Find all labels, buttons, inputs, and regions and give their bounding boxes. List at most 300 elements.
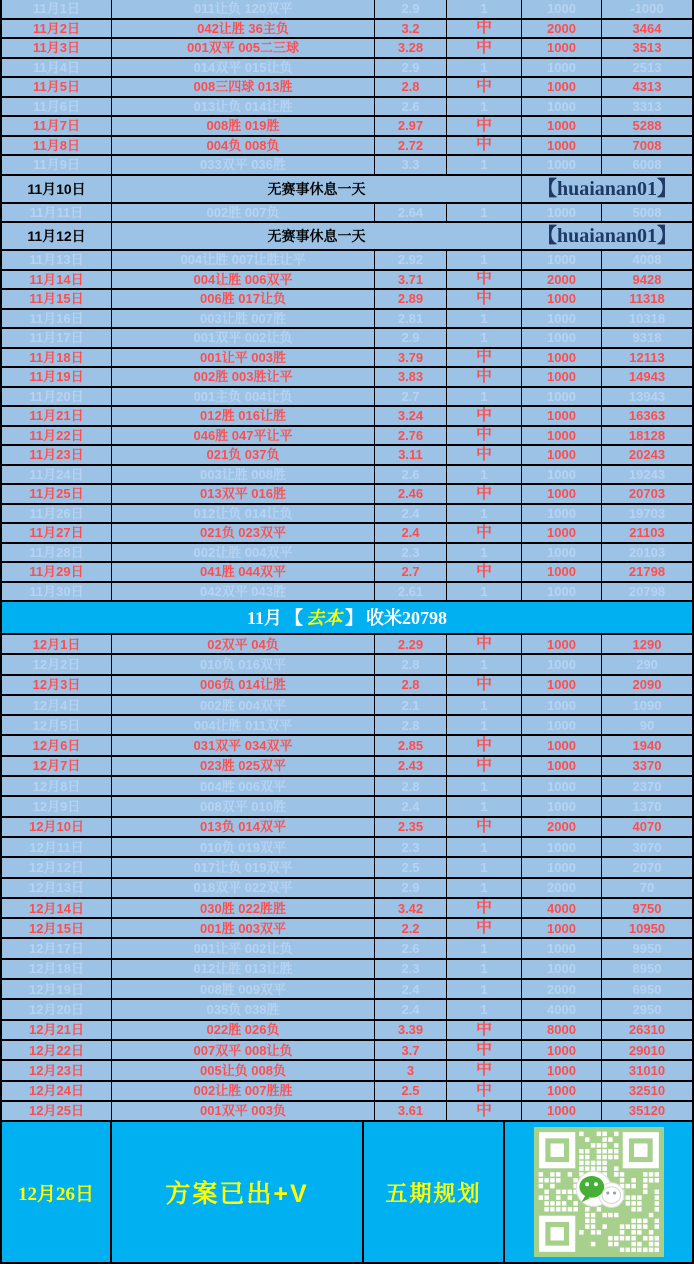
result-cell: 中 — [447, 1041, 522, 1059]
date-cell: 11月6日 — [2, 98, 112, 116]
stake-cell: 1000 — [522, 59, 602, 77]
stake-cell: 1000 — [522, 524, 602, 542]
table-row — [2, 919, 692, 939]
odds-cell: 2.3 — [375, 838, 447, 856]
result-cell: 中 — [447, 1082, 522, 1100]
plan-cell: 003让胜 008胜 — [112, 466, 375, 484]
month-summary-banner — [2, 602, 692, 635]
table-row — [2, 777, 692, 797]
stake-cell: 1000 — [522, 485, 602, 503]
date-cell: 12月13日 — [2, 879, 112, 897]
table-row — [2, 524, 692, 544]
plan-cell: 006胜 017让负 — [112, 290, 375, 308]
table-row — [2, 388, 692, 408]
date-cell: 12月18日 — [2, 960, 112, 978]
stake-cell: 1000 — [522, 329, 602, 347]
total-cell: 26310 — [628, 1022, 666, 1038]
plan-cell: 012让负 014让负 — [112, 505, 375, 523]
odds-cell: 2.8 — [375, 716, 447, 734]
total-cell: 13943 — [628, 388, 666, 404]
stake-cell: 1000 — [522, 635, 602, 653]
table-row — [2, 899, 692, 919]
table-row — [2, 1061, 692, 1081]
table-row — [2, 39, 692, 59]
total-cell: 10950 — [628, 920, 666, 936]
total-cell: 35120 — [628, 1103, 666, 1119]
result-cell: 1 — [447, 879, 522, 897]
odds-cell: 3.3 — [375, 156, 447, 174]
total-cell: 7008 — [632, 137, 662, 153]
total-cell: 2513 — [632, 59, 662, 75]
odds-cell: 3.39 — [375, 1021, 447, 1039]
odds-cell: 3.7 — [375, 1041, 447, 1059]
plan-cell: 008三四球 013胜 — [112, 78, 375, 96]
plan-cell: 017让负 019双平 — [112, 858, 375, 876]
total-cell: 1370 — [632, 799, 662, 815]
table-row — [2, 1000, 692, 1020]
stake-cell: 1000 — [522, 251, 602, 269]
stake-cell: 1000 — [522, 310, 602, 328]
odds-cell: 2.4 — [375, 980, 447, 998]
result-cell: 中 — [447, 524, 522, 542]
plan-cell: 008双平 010胜 — [112, 797, 375, 815]
odds-cell: 2.9 — [375, 0, 447, 18]
date-cell: 11月20日 — [2, 388, 112, 406]
table-row — [2, 137, 692, 157]
wechat-qr-code — [529, 1127, 669, 1257]
banner-total: 收米20798 — [366, 607, 447, 628]
plan-cell: 014双平 015让负 — [112, 59, 375, 77]
table-row — [2, 485, 692, 505]
table-row — [2, 20, 692, 40]
odds-cell: 2.81 — [375, 310, 447, 328]
date-cell: 11月1日 — [2, 0, 112, 18]
total-cell: 9318 — [632, 330, 662, 346]
result-cell: 中 — [447, 78, 522, 96]
stake-cell: 1000 — [522, 797, 602, 815]
total-cell: 2070 — [632, 859, 662, 875]
odds-cell: 2.89 — [375, 290, 447, 308]
date-cell: 11月8日 — [2, 137, 112, 155]
total-cell: 14943 — [628, 369, 666, 385]
odds-cell: 2.8 — [375, 676, 447, 694]
banner-text — [2, 602, 692, 633]
date-cell: 11月11日 — [2, 204, 112, 222]
date-cell: 12月17日 — [2, 939, 112, 957]
total-cell: 21798 — [628, 564, 666, 580]
contact-tag-cell: 【huaianan01】 — [536, 177, 678, 200]
stake-cell: 1000 — [522, 349, 602, 367]
stake-cell: 1000 — [522, 290, 602, 308]
result-cell: 1 — [447, 329, 522, 347]
date-cell: 11月16日 — [2, 310, 112, 328]
total-cell: 1290 — [632, 636, 662, 652]
table-row — [2, 117, 692, 137]
date-cell: 12月22日 — [2, 1041, 112, 1059]
result-cell: 1 — [447, 544, 522, 562]
result-cell: 1 — [447, 980, 522, 998]
date-cell: 11月4日 — [2, 59, 112, 77]
total-cell: 2090 — [632, 677, 662, 693]
stake-cell: 1000 — [522, 544, 602, 562]
plan-cell: 046胜 047平让平 — [112, 427, 375, 445]
table-row — [2, 0, 692, 20]
table-row — [2, 407, 692, 427]
total-cell: 3070 — [632, 839, 662, 855]
result-cell: 中 — [447, 368, 522, 386]
stake-cell: 1000 — [522, 696, 602, 714]
odds-cell: 3.11 — [375, 446, 447, 464]
odds-cell: 2.76 — [375, 427, 447, 445]
result-cell: 中 — [447, 635, 522, 653]
result-cell: 中 — [447, 137, 522, 155]
result-cell: 中 — [447, 1061, 522, 1079]
date-cell: 12月11日 — [2, 838, 112, 856]
total-cell: 10318 — [628, 310, 666, 326]
table-row — [2, 204, 692, 224]
result-cell: 中 — [447, 563, 522, 581]
date-cell: 12月12日 — [2, 858, 112, 876]
total-cell: 21103 — [629, 525, 665, 541]
result-cell: 1 — [447, 655, 522, 673]
table-row — [2, 1102, 692, 1122]
odds-cell: 2.61 — [375, 583, 447, 601]
stake-cell: 1000 — [522, 1082, 602, 1100]
date-cell: 12月2日 — [2, 655, 112, 673]
result-cell: 中 — [447, 736, 522, 754]
total-cell: 4313 — [632, 79, 662, 95]
table-row — [2, 563, 692, 583]
total-cell: 29010 — [628, 1042, 666, 1058]
result-cell: 1 — [447, 59, 522, 77]
odds-cell: 2.8 — [375, 777, 447, 795]
date-cell: 11月10日 — [2, 176, 112, 202]
total-cell: 90 — [639, 717, 655, 733]
plan-cell: 004让胜 006双平 — [112, 271, 375, 289]
odds-cell: 3.61 — [375, 1102, 447, 1120]
odds-cell: 3.83 — [375, 368, 447, 386]
stake-cell: 1000 — [522, 117, 602, 135]
stake-cell: 1000 — [522, 98, 602, 116]
stake-cell: 1000 — [522, 716, 602, 734]
stake-cell: 1000 — [522, 388, 602, 406]
total-cell: 18128 — [628, 427, 666, 443]
footer-row — [2, 1122, 692, 1262]
stake-cell: 4000 — [522, 899, 602, 917]
result-cell: 中 — [447, 757, 522, 775]
contact-tag-cell: 【huaianan01】 — [536, 225, 678, 247]
odds-cell: 2.7 — [375, 388, 447, 406]
date-cell: 12月3日 — [2, 676, 112, 694]
odds-cell: 2.9 — [375, 59, 447, 77]
date-cell: 12月20日 — [2, 1000, 112, 1018]
table-row — [2, 696, 692, 716]
result-cell: 1 — [447, 716, 522, 734]
date-cell: 11月28日 — [2, 544, 112, 562]
odds-cell: 2.6 — [375, 98, 447, 116]
total-cell: 9750 — [632, 900, 662, 916]
table-row — [2, 1082, 692, 1102]
total-cell: 9950 — [632, 941, 662, 957]
date-cell: 12月10日 — [2, 818, 112, 836]
stake-cell: 1000 — [522, 137, 602, 155]
plan-cell: 001双平 003负 — [112, 1102, 375, 1120]
plan-cell: 012胜 016让胜 — [112, 407, 375, 425]
stake-cell: 2000 — [522, 20, 602, 38]
stake-cell: 1000 — [522, 427, 602, 445]
date-cell: 11月22日 — [2, 427, 112, 445]
plan-cell: 008胜 009双平 — [112, 980, 375, 998]
plan-cell: 007双平 008让负 — [112, 1041, 375, 1059]
banner-bracket-open: 【 — [285, 607, 303, 628]
date-cell: 12月19日 — [2, 980, 112, 998]
result-cell: 中 — [447, 899, 522, 917]
total-cell: 12113 — [629, 349, 665, 365]
odds-cell: 2.5 — [375, 1082, 447, 1100]
odds-cell: 2.6 — [375, 466, 447, 484]
plan-cell: 011让负 120双平 — [112, 0, 375, 18]
result-cell: 1 — [447, 204, 522, 222]
plan-cell: 013负 014双平 — [112, 818, 375, 836]
date-cell: 12月9日 — [2, 797, 112, 815]
total-cell: 6008 — [632, 157, 662, 173]
odds-cell: 2.9 — [375, 879, 447, 897]
stake-cell: 1000 — [522, 655, 602, 673]
footer-note-text: 五期规划 — [364, 1122, 505, 1262]
date-cell: 11月27日 — [2, 524, 112, 542]
total-cell: 1940 — [632, 738, 662, 754]
date-cell: 11月26日 — [2, 505, 112, 523]
odds-cell: 3.71 — [375, 271, 447, 289]
odds-cell: 2.64 — [375, 204, 447, 222]
stake-cell: 1000 — [522, 39, 602, 57]
footer-plan-text: 方案已出+V — [112, 1122, 364, 1262]
stake-cell: 1000 — [522, 960, 602, 978]
stake-cell: 2000 — [522, 879, 602, 897]
odds-cell: 2.43 — [375, 757, 447, 775]
plan-cell: 021负 023双平 — [112, 524, 375, 542]
date-cell: 11月5日 — [2, 78, 112, 96]
result-cell: 中 — [447, 485, 522, 503]
plan-cell: 001让平 003胜 — [112, 349, 375, 367]
plan-cell: 033双平 036胜 — [112, 156, 375, 174]
plan-cell: 042双平 043胜 — [112, 583, 375, 601]
table-row — [2, 879, 692, 899]
total-cell: 20243 — [628, 447, 666, 463]
total-cell: 20703 — [628, 486, 666, 502]
plan-cell: 02双平 04负 — [112, 635, 375, 653]
stake-cell: 1000 — [522, 368, 602, 386]
date-cell: 11月29日 — [2, 563, 112, 581]
total-cell: 3513 — [632, 40, 662, 56]
stake-cell: 1000 — [522, 78, 602, 96]
table-row — [2, 655, 692, 675]
plan-cell: 013让负 014让胜 — [112, 98, 375, 116]
stake-cell: 1000 — [522, 0, 602, 18]
odds-cell: 2.4 — [375, 797, 447, 815]
plan-cell: 010负 019双平 — [112, 838, 375, 856]
total-cell: 290 — [636, 656, 658, 672]
date-cell: 11月17日 — [2, 329, 112, 347]
stake-cell: 1000 — [522, 736, 602, 754]
odds-cell: 2.3 — [375, 960, 447, 978]
banner-month: 11月 — [246, 607, 282, 628]
date-cell: 12月4日 — [2, 696, 112, 714]
table-row — [2, 858, 692, 878]
total-cell: 11318 — [629, 291, 665, 307]
plan-cell: 018双平 022双平 — [112, 879, 375, 897]
total-cell: 4008 — [632, 252, 662, 268]
stake-cell: 1000 — [522, 838, 602, 856]
plan-cell: 002胜 003胜让平 — [112, 368, 375, 386]
plan-cell: 035负 038胜 — [112, 1000, 375, 1018]
result-cell: 中 — [447, 427, 522, 445]
date-cell: 11月15日 — [2, 290, 112, 308]
total-cell: 20103 — [628, 544, 666, 560]
plan-cell: 004胜 006双平 — [112, 777, 375, 795]
plan-cell: 042让胜 36主负 — [112, 20, 375, 38]
odds-cell: 2.3 — [375, 544, 447, 562]
stake-cell: 8000 — [522, 1021, 602, 1039]
total-cell: 5288 — [632, 118, 662, 134]
stake-cell: 1000 — [522, 777, 602, 795]
table-row — [2, 156, 692, 176]
table-row — [2, 736, 692, 756]
odds-cell: 2.72 — [375, 137, 447, 155]
record-rows — [2, 0, 692, 1122]
date-cell: 12月25日 — [2, 1102, 112, 1120]
odds-cell: 2.1 — [375, 696, 447, 714]
total-cell: 5008 — [632, 204, 662, 220]
plan-cell: 021负 037负 — [112, 446, 375, 464]
date-cell: 12月23日 — [2, 1061, 112, 1079]
total-cell: 3370 — [632, 758, 662, 774]
stake-cell: 1000 — [522, 466, 602, 484]
stake-cell: 1000 — [522, 563, 602, 581]
plan-cell: 001主负 004让负 — [112, 388, 375, 406]
date-cell: 11月23日 — [2, 446, 112, 464]
stake-cell: 2000 — [522, 818, 602, 836]
table-row — [2, 505, 692, 525]
date-cell: 12月5日 — [2, 716, 112, 734]
plan-cell: 002让胜 007胜胜 — [112, 1082, 375, 1100]
total-cell: -1000 — [630, 1, 664, 17]
result-cell: 中 — [447, 20, 522, 38]
result-cell: 1 — [447, 939, 522, 957]
stake-cell: 2000 — [522, 980, 602, 998]
result-cell: 中 — [447, 271, 522, 289]
odds-cell: 2.4 — [375, 505, 447, 523]
result-cell: 中 — [447, 407, 522, 425]
table-row — [2, 368, 692, 388]
date-cell: 11月2日 — [2, 20, 112, 38]
plan-cell: 001双平 005二三球 — [112, 39, 375, 57]
table-row — [2, 960, 692, 980]
date-cell: 11月18日 — [2, 349, 112, 367]
stake-cell: 1000 — [522, 858, 602, 876]
stake-cell: 1000 — [522, 156, 602, 174]
table-row — [2, 757, 692, 777]
odds-cell: 2.8 — [375, 655, 447, 673]
total-cell: 32510 — [628, 1083, 666, 1099]
rest-day-row — [2, 223, 692, 251]
stake-cell: 1000 — [522, 1041, 602, 1059]
table-row — [2, 583, 692, 603]
stake-cell: 1000 — [522, 939, 602, 957]
odds-cell: 2.35 — [375, 818, 447, 836]
date-cell: 11月25日 — [2, 485, 112, 503]
date-cell: 12月7日 — [2, 757, 112, 775]
banner-highlight: 去本 — [306, 607, 342, 628]
stake-cell: 1000 — [522, 1102, 602, 1120]
stake-cell: 1000 — [522, 446, 602, 464]
total-cell: 70 — [639, 880, 655, 896]
plan-cell: 030胜 022胜胜 — [112, 899, 375, 917]
odds-cell: 2.9 — [375, 329, 447, 347]
result-cell: 中 — [447, 1021, 522, 1039]
table-row — [2, 329, 692, 349]
plan-cell: 022胜 026负 — [112, 1021, 375, 1039]
plan-cell: 005让负 008负 — [112, 1061, 375, 1079]
plan-cell: 023胜 025双平 — [112, 757, 375, 775]
plan-cell: 001让平 002让负 — [112, 939, 375, 957]
result-cell: 1 — [447, 838, 522, 856]
odds-cell: 2.7 — [375, 563, 447, 581]
banner-bracket-close: 】 — [345, 607, 363, 628]
stake-cell: 1000 — [522, 204, 602, 222]
odds-cell: 3.42 — [375, 899, 447, 917]
date-cell: 11月24日 — [2, 466, 112, 484]
odds-cell: 2.2 — [375, 919, 447, 937]
plan-cell: 003让胜 007胜 — [112, 310, 375, 328]
table-row — [2, 544, 692, 564]
stake-cell: 1000 — [522, 1061, 602, 1079]
total-cell: 20798 — [628, 583, 666, 599]
plan-cell: 002让胜 004双平 — [112, 544, 375, 562]
table-row — [2, 427, 692, 447]
date-cell: 11月12日 — [2, 223, 112, 249]
result-cell: 1 — [447, 310, 522, 328]
odds-cell: 3.24 — [375, 407, 447, 425]
table-row — [2, 939, 692, 959]
table-row — [2, 466, 692, 486]
date-cell: 11月19日 — [2, 368, 112, 386]
plan-cell: 012让胜 013让胜 — [112, 960, 375, 978]
table-row — [2, 251, 692, 271]
result-cell: 中 — [447, 1102, 522, 1120]
total-cell: 2950 — [632, 1001, 662, 1017]
odds-cell: 3.2 — [375, 20, 447, 38]
plan-cell: 001胜 003双平 — [112, 919, 375, 937]
plan-cell: 004让胜 007让胜让平 — [112, 251, 375, 269]
plan-cell: 001双平 002让负 — [112, 329, 375, 347]
date-cell: 12月15日 — [2, 919, 112, 937]
result-cell: 中 — [447, 290, 522, 308]
result-cell: 1 — [447, 583, 522, 601]
total-cell: 6950 — [632, 981, 662, 997]
date-cell: 11月30日 — [2, 583, 112, 601]
table-row — [2, 818, 692, 838]
result-cell: 中 — [447, 446, 522, 464]
stake-cell: 1000 — [522, 505, 602, 523]
result-cell: 1 — [447, 0, 522, 18]
odds-cell: 2.29 — [375, 635, 447, 653]
stake-cell: 1000 — [522, 757, 602, 775]
total-cell: 19703 — [628, 505, 666, 521]
result-cell: 1 — [447, 1000, 522, 1018]
date-cell: 11月14日 — [2, 271, 112, 289]
plan-cell: 004负 008负 — [112, 137, 375, 155]
